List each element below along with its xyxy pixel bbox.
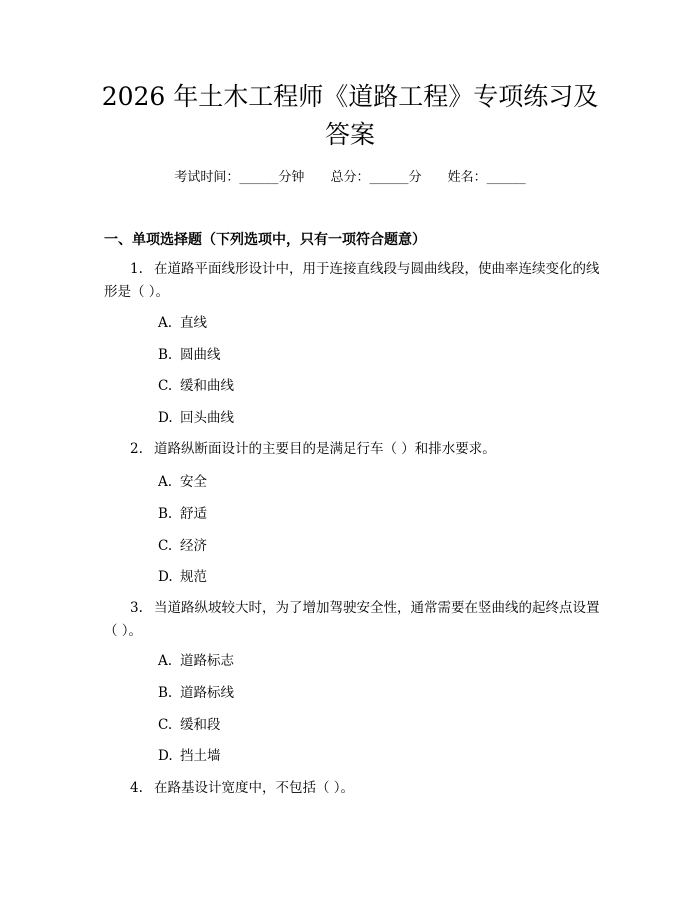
option-3c: C. 缓和段 [158,717,221,733]
question-1 [104,258,600,304]
question-text: 在道路平面线形设计中，用于连接直线段与圆曲线段，使曲率连续变化的线形是（ ）。 [104,261,600,300]
question-number: 3. [130,600,143,616]
question-text: 在路基设计宽度中，不包括（ ）。 [154,780,355,796]
question-number: 2. [130,441,143,457]
title-line-1: 2026 年土木工程师《道路工程》专项练习及 [101,82,599,111]
option-2c: C. 经济 [158,538,207,554]
option-2b: B. 舒适 [158,506,207,522]
exam-meta [0,169,700,187]
title-line-2: 答案 [324,120,375,149]
question-2 [104,438,600,461]
option-3a: A. 道路标志 [158,653,234,669]
section-heading: 一、单项选择题（下列选项中，只有一项符合题意） [104,232,426,248]
option-2d: D. 规范 [158,569,207,585]
question-text: 道路纵断面设计的主要目的是满足行车（ ）和排水要求。 [154,441,496,457]
option-1d: D. 回头曲线 [158,410,234,426]
option-3b: B. 道路标线 [158,685,234,701]
exam-time-field: 考试时间：______分钟 [174,170,305,185]
option-1c: C. 缓和曲线 [158,378,234,394]
option-1a: A. 直线 [158,315,207,331]
question-4 [104,777,600,800]
question-number: 4. [130,780,143,796]
option-1b: B. 圆曲线 [158,347,221,363]
option-3d: D. 挡土墙 [158,748,221,764]
option-2a: A. 安全 [158,474,207,490]
document-title [100,78,600,154]
question-number: 1. [130,261,143,277]
question-text: 当道路纵坡较大时，为了增加驾驶安全性，通常需要在竖曲线的起终点设置（ ）。 [104,600,600,639]
question-3 [104,597,600,643]
name-field: 姓名：______ [447,170,526,185]
total-score-field: 总分：______分 [330,170,422,185]
